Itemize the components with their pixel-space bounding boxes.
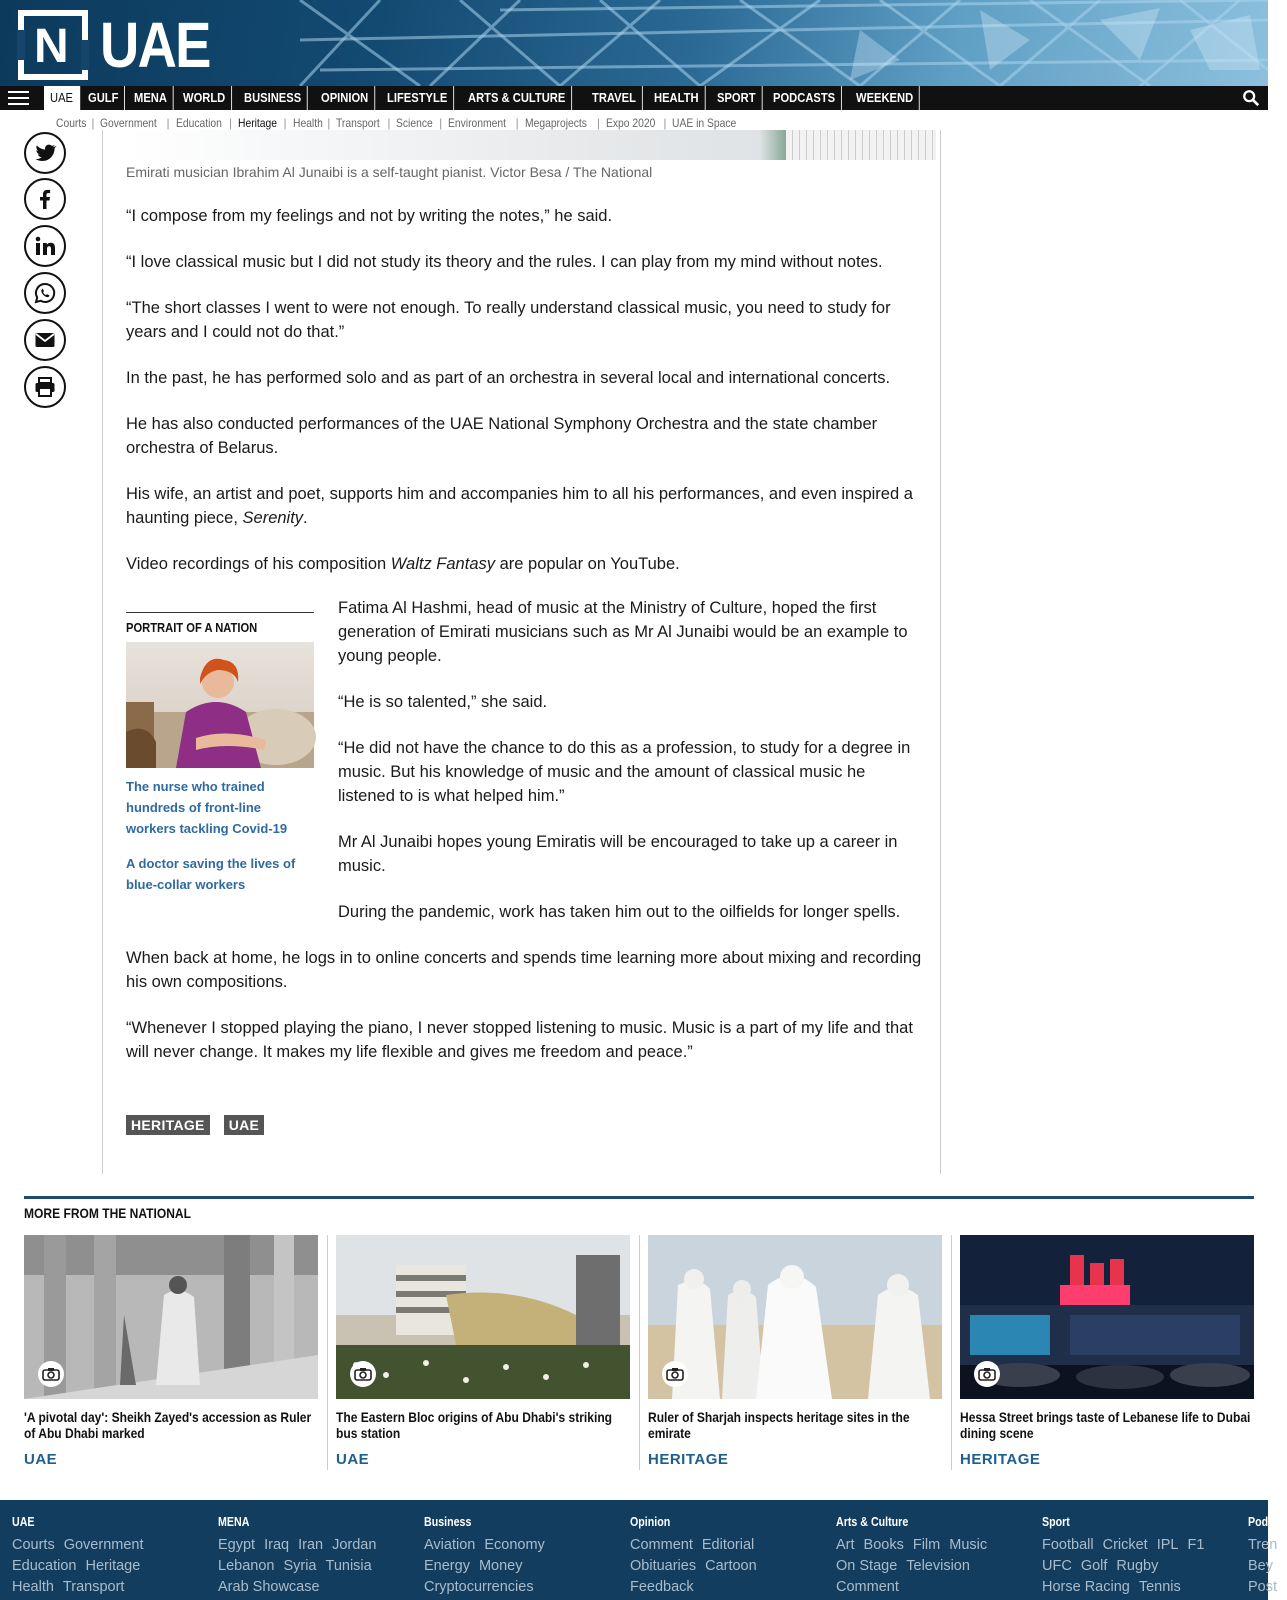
article-paragraph: “Whenever I stopped playing the piano, I never stopped listening to music. Music is a part of my life and that will never change. It makes my life flexible and gives me freedom and peace.”: [126, 1019, 913, 1061]
footer-link[interactable]: Tunisia: [325, 1558, 372, 1574]
footer-link[interactable]: Lebanon: [218, 1558, 275, 1574]
card-photo: [960, 1235, 1254, 1399]
footer-link[interactable]: Aviation: [424, 1537, 476, 1553]
footer-link[interactable]: Transport: [62, 1579, 125, 1595]
footer-link[interactable]: IPL: [1156, 1537, 1179, 1553]
card-title[interactable]: Hessa Street brings taste of Lebanese life to Dubai dining scene: [960, 1409, 1251, 1441]
related-card[interactable]: [336, 1235, 630, 1468]
article-border-left: [102, 130, 103, 1174]
footer-link[interactable]: Jordan: [332, 1537, 377, 1553]
paragraph-text: are popular on YouTube.: [495, 555, 680, 573]
footer-links: [1042, 1535, 1213, 1598]
footer-link[interactable]: Syria: [283, 1558, 317, 1574]
article-paragraph: During the pandemic, work has taken him out to the oilfields for longer spells.: [338, 903, 901, 921]
footer-link-row: [630, 1556, 766, 1577]
footer-link[interactable]: Books: [863, 1537, 904, 1553]
card-category[interactable]: HERITAGE: [960, 1451, 1041, 1468]
footer-links: [630, 1535, 766, 1598]
footer-link[interactable]: Feedback: [630, 1579, 694, 1595]
logo-letter: N: [34, 20, 69, 73]
footer-link[interactable]: Comment: [836, 1579, 899, 1595]
subnav-separator: |: [229, 116, 233, 130]
nav-item-gulf[interactable]: GULF: [82, 86, 125, 110]
footer-link-row: [836, 1577, 996, 1598]
subnav-item-health[interactable]: Health: [292, 116, 323, 130]
card-image: [24, 1235, 318, 1399]
footer-column: [218, 1514, 385, 1598]
footer-link[interactable]: UFC: [1042, 1558, 1072, 1574]
footer-link-row: [12, 1556, 153, 1577]
article-paragraph: He has also conducted performances of the UAE National Symphony Orchestra and the state chamber orchestra of Belarus.: [126, 415, 878, 457]
card-category[interactable]: UAE: [24, 1451, 58, 1468]
footer-link[interactable]: Film: [912, 1537, 941, 1553]
footer-links: [424, 1535, 554, 1598]
nav-item-mena[interactable]: MENA: [128, 86, 174, 110]
footer-link-row: [12, 1535, 153, 1556]
card-photo: [648, 1235, 942, 1399]
subnav-item-environment[interactable]: Environment: [448, 116, 507, 130]
footer-link-row: [836, 1556, 996, 1577]
footer-link-row: [218, 1577, 385, 1598]
article-paragraph: “I compose from my feelings and not by writing the notes,” he said.: [126, 207, 613, 225]
tag-uae[interactable]: UAE: [224, 1115, 264, 1135]
footer-link[interactable]: F1: [1187, 1537, 1205, 1553]
footer-link[interactable]: Post: [1248, 1579, 1278, 1595]
footer-link[interactable]: Energy: [424, 1558, 470, 1574]
subnav-separator: |: [283, 116, 287, 130]
footer-heading[interactable]: Sport: [1042, 1514, 1070, 1529]
footer-heading[interactable]: Arts & Culture: [836, 1514, 909, 1529]
paragraph-text: .: [303, 509, 308, 527]
footer-link-row: [218, 1556, 385, 1577]
footer-link[interactable]: Tennis: [1138, 1579, 1181, 1595]
subnav-item-government[interactable]: Government: [100, 116, 158, 130]
divider: [126, 612, 314, 613]
subnav-item-megaprojects[interactable]: Megaprojects: [524, 116, 587, 130]
subnav-item-uae-in-space[interactable]: UAE in Space: [672, 116, 737, 130]
twitter-icon: [33, 141, 57, 165]
card-category[interactable]: UAE: [336, 1451, 370, 1468]
article-border-right: [940, 130, 941, 1174]
subnav-separator: |: [596, 116, 600, 130]
article-paragraph: [126, 552, 926, 576]
section-name: UAE: [100, 9, 210, 81]
related-card[interactable]: [24, 1235, 318, 1468]
footer-heading[interactable]: Podca: [1248, 1514, 1280, 1529]
paragraph-text: Video recordings of his composition: [126, 555, 391, 573]
footer-column: [424, 1514, 554, 1598]
related-card[interactable]: [960, 1235, 1254, 1468]
subnav-item-courts[interactable]: Courts: [56, 116, 87, 130]
article-paragraph: When back at home, he logs in to online concerts and spends time learning more about mixing and recording his own compositions.: [126, 949, 922, 991]
nav-item-weekend[interactable]: WEEKEND: [850, 86, 920, 110]
more-from-title: MORE FROM THE NATIONAL: [24, 1205, 191, 1221]
subnav-item-expo-2020[interactable]: Expo 2020: [605, 116, 656, 130]
camera-icon: [350, 1361, 376, 1387]
portrait-photo[interactable]: [126, 642, 314, 768]
footer-heading[interactable]: Business: [424, 1514, 472, 1529]
subnav-separator: |: [515, 116, 519, 130]
footer-links: [1248, 1535, 1287, 1598]
footer-link[interactable]: Health: [12, 1579, 54, 1595]
nav-item-business[interactable]: BUSINESS: [238, 86, 308, 110]
nav-item-arts-culture[interactable]: ARTS & CULTURE: [462, 86, 572, 110]
footer-link-row: [630, 1577, 766, 1598]
card-divider: [639, 1235, 640, 1470]
card-image: [648, 1235, 942, 1399]
footer-link-row: [424, 1556, 554, 1577]
whatsapp-share-button[interactable]: [24, 272, 66, 314]
print-button[interactable]: [24, 366, 66, 408]
portrait-link-nurse[interactable]: The nurse who trained hundreds of front-line workers tackling Covid-19: [126, 779, 288, 836]
footer-heading[interactable]: UAE: [12, 1514, 35, 1529]
footer-links: [836, 1535, 996, 1598]
footer-link[interactable]: Bey: [1248, 1558, 1273, 1574]
facebook-icon: [33, 187, 57, 211]
footer-column: [630, 1514, 766, 1598]
nav-item-opinion[interactable]: OPINION: [315, 86, 375, 110]
footer-link-row: [1248, 1556, 1287, 1577]
related-card[interactable]: [648, 1235, 942, 1468]
footer-link[interactable]: Horse Racing: [1042, 1579, 1130, 1595]
article-paragraph: “The short classes I went to were not enough. To really understand classical music, you need to study for years and I could not do that.”: [126, 299, 891, 341]
nav-item-lifestyle[interactable]: LIFESTYLE: [381, 86, 454, 110]
footer-link-row: [218, 1535, 385, 1556]
facebook-share-button[interactable]: [24, 178, 66, 220]
footer-link[interactable]: Television: [906, 1558, 970, 1574]
footer-heading[interactable]: MENA: [218, 1514, 250, 1529]
footer-link-row: [1042, 1556, 1213, 1577]
footer-link[interactable]: Rugby: [1116, 1558, 1159, 1574]
twitter-share-button[interactable]: [24, 132, 66, 174]
main-nav: [0, 86, 1268, 110]
footer-link-row: [1248, 1535, 1287, 1556]
nav-items: [44, 86, 927, 110]
footer-link-row: [630, 1535, 766, 1556]
article-paragraph: “He is so talented,” she said.: [338, 693, 548, 711]
article-paragraph: “I love classical music but I did not study its theory and the rules. I can play from my mind without notes.: [126, 253, 883, 271]
camera-icon: [662, 1361, 688, 1387]
nav-item-uae[interactable]: UAE: [44, 86, 80, 110]
card-category[interactable]: HERITAGE: [648, 1451, 729, 1468]
footer-link[interactable]: Government: [63, 1537, 144, 1553]
subnav-item-transport[interactable]: Transport: [336, 116, 381, 130]
article-paragraph: In the past, he has performed solo and as part of an orchestra in several local and international concerts.: [126, 369, 891, 387]
subnav-separator: |: [439, 116, 443, 130]
footer-column: [12, 1514, 153, 1598]
footer-link-row: [424, 1535, 554, 1556]
subnav-separator: |: [166, 116, 170, 130]
footer-link-row: [12, 1577, 153, 1598]
subnav-separator: |: [327, 116, 331, 130]
footer-link[interactable]: Golf: [1080, 1558, 1108, 1574]
footer-link-row: [1042, 1535, 1213, 1556]
national-logo[interactable]: [18, 10, 229, 80]
camera-icon: [38, 1361, 64, 1387]
footer-link[interactable]: Egypt: [218, 1537, 256, 1553]
card-title[interactable]: Ruler of Sharjah inspects heritage sites in the emirate: [648, 1409, 910, 1441]
footer-links: [218, 1535, 385, 1598]
footer-link[interactable]: Editorial: [701, 1537, 755, 1553]
subnav-separator: |: [387, 116, 391, 130]
masthead: [0, 0, 1268, 86]
footer-link[interactable]: Cartoon: [705, 1558, 757, 1574]
portrait-of-a-nation-box: [126, 612, 314, 895]
email-icon: [33, 328, 57, 352]
linkedin-share-button[interactable]: [24, 225, 66, 267]
paragraph-text: His wife, an artist and poet, supports him and accompanies him to all his performances, and even inspired a haunting piece,: [126, 485, 913, 527]
menu-icon[interactable]: [0, 86, 44, 110]
footer-link[interactable]: Iran: [298, 1537, 324, 1553]
footer-link-row: [424, 1577, 554, 1598]
search-icon[interactable]: [1242, 89, 1260, 107]
article-paragraph: Mr Al Junaibi hopes young Emiratis will be encouraged to take up a career in music.: [338, 833, 898, 875]
nav-item-travel[interactable]: TRAVEL: [586, 86, 643, 110]
portrait-link-doctor[interactable]: A doctor saving the lives of blue-collar workers: [126, 856, 296, 892]
article-paragraph: “He did not have the chance to do this as a profession, to study for a degree in music. But his knowledge of music and the amount of classical music he listened to is what helped him.”: [338, 739, 911, 805]
section-rule: [24, 1196, 1254, 1199]
footer-link[interactable]: Iraq: [264, 1537, 290, 1553]
footer-link[interactable]: Music: [949, 1537, 988, 1553]
article-paragraph: Fatima Al Hashmi, head of music at the Ministry of Culture, hoped the first generation of Emirati musicians such as Mr Al Junaibi would be an example to young people.: [338, 599, 908, 665]
card-divider: [951, 1235, 952, 1470]
composition-title: Waltz Fantasy: [390, 555, 495, 573]
footer-link[interactable]: Comment: [630, 1537, 693, 1553]
portrait-heading: PORTRAIT OF A NATION: [126, 620, 258, 635]
footer-links: [12, 1535, 153, 1598]
footer-link-row: [1042, 1577, 1213, 1598]
card-image: [336, 1235, 630, 1399]
subnav-item-heritage[interactable]: Heritage: [238, 116, 278, 130]
hero-image: [126, 130, 918, 160]
subnav-separator: |: [663, 116, 667, 130]
portrait-photo-art: [126, 642, 314, 768]
footer-heading[interactable]: Opinion: [630, 1514, 671, 1529]
whatsapp-icon: [33, 281, 57, 305]
footer-link[interactable]: Heritage: [85, 1558, 141, 1574]
footer-link[interactable]: Obituaries: [630, 1558, 697, 1574]
tag-heritage[interactable]: HERITAGE: [126, 1115, 210, 1135]
footer-link[interactable]: Economy: [484, 1537, 545, 1553]
card-title[interactable]: The Eastern Bloc origins of Abu Dhabi's striking bus station: [336, 1409, 613, 1441]
card-title[interactable]: 'A pivotal day': Sheikh Zayed's accession as Ruler of Abu Dhabi marked: [24, 1409, 312, 1441]
print-icon: [33, 375, 57, 399]
footer-link[interactable]: Education: [12, 1558, 77, 1574]
footer-link[interactable]: Money: [478, 1558, 523, 1574]
nav-item-health[interactable]: HEALTH: [648, 86, 705, 110]
footer-link-row: [836, 1535, 996, 1556]
footer-link[interactable]: Cricket: [1102, 1537, 1148, 1553]
footer-column: [836, 1514, 996, 1598]
footer-column: [1248, 1514, 1287, 1598]
card-photo: [24, 1235, 318, 1399]
footer-column: [1042, 1514, 1213, 1598]
nav-item-sport[interactable]: SPORT: [711, 86, 762, 110]
article-paragraph: [126, 482, 926, 530]
article-tags: [126, 1115, 264, 1135]
footer-link[interactable]: Courts: [12, 1537, 55, 1553]
nav-item-podcasts[interactable]: PODCASTS: [767, 86, 842, 110]
footer-link-row: [1248, 1577, 1287, 1598]
logo-mark: [18, 10, 88, 80]
card-divider: [327, 1235, 328, 1470]
subnav-item-science[interactable]: Science: [396, 116, 434, 130]
footer-link[interactable]: Tren: [1248, 1537, 1278, 1553]
sub-nav: [56, 116, 747, 130]
card-image: [960, 1235, 1254, 1399]
footer-link[interactable]: On Stage: [836, 1558, 898, 1574]
subnav-item-education[interactable]: Education: [175, 116, 222, 130]
piece-title: Serenity: [242, 509, 304, 527]
footer-link[interactable]: Cryptocurrencies: [424, 1579, 534, 1595]
image-caption: Emirati musician Ibrahim Al Junaibi is a self-taught pianist. Victor Besa / The National: [126, 164, 653, 180]
site-footer: [0, 1500, 1280, 1600]
camera-icon: [974, 1361, 1000, 1387]
card-photo: [336, 1235, 630, 1399]
footer-link[interactable]: Arab Showcase: [218, 1579, 320, 1595]
footer-link[interactable]: Art: [836, 1537, 855, 1553]
footer-link[interactable]: Football: [1042, 1537, 1094, 1553]
linkedin-icon: [33, 234, 57, 258]
email-share-button[interactable]: [24, 319, 66, 361]
nav-item-world[interactable]: WORLD: [177, 86, 232, 110]
subnav-separator: |: [91, 116, 95, 130]
